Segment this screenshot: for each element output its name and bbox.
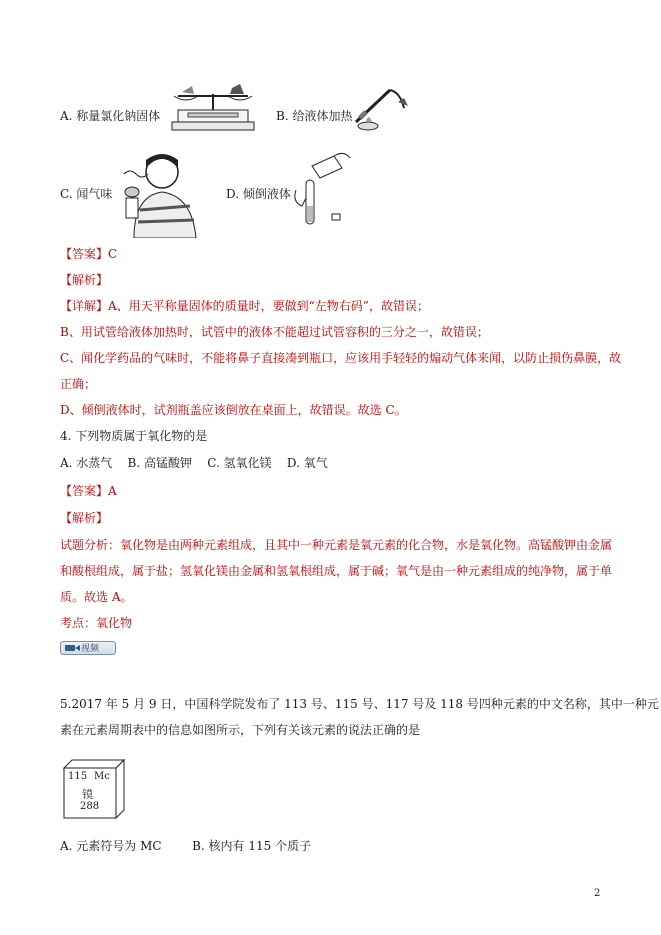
periodic-element-card	[62, 758, 126, 820]
element-number: 115	[68, 771, 88, 782]
q4-analysis-2: 和酸根组成，属于盐；氢氧化镁由金属和氢氧根组成，属于碱；氧气是由一种元素组成的纯净物，属于单	[60, 564, 613, 578]
q4-topic: 考点：氧化物	[60, 616, 133, 630]
q3-detail-2: B、用试管给液体加热时，试管中的液体不能超过试管容积的三分之一，故错误；	[60, 325, 489, 339]
q5-question-line-2: 素在元素周期表中的信息如图所示，下列有关该元素的说法正确的是	[60, 723, 421, 737]
q4-answer: 【答案】A	[60, 484, 117, 498]
q3-detail-3a: C、闻化学药品的气味时，不能将鼻子直接凑到瓶口，应该用手轻轻的煽动气体来闻，以防止损伤鼻膜，故	[60, 351, 622, 365]
q3-detail-1: 【详解】A、用天平称量固体的质量时，要做到“左物右码”，故错误；	[60, 299, 429, 313]
option-d-label: D. 倾倒液体	[226, 187, 291, 201]
q5-question-line-1: 5.2017 年 5 月 9 日，中国科学院发布了 113 号、115 号、117 号及 118 号四种元素的中文名称，其中一种元	[60, 697, 659, 711]
balance-scale-image	[168, 82, 258, 132]
element-symbol: Mc	[94, 771, 110, 782]
video-button[interactable]	[60, 641, 116, 655]
video-button-label: 视频	[81, 644, 100, 654]
q3-answer: 【答案】C	[60, 247, 118, 261]
smelling-person-image	[110, 150, 202, 238]
page-number: 2	[594, 888, 601, 899]
q4-analysis-1: 试题分析：氧化物是由两种元素组成，且其中一种元素是氧元素的化合物，水是氧化物。高锰酸钾由金属	[60, 538, 613, 552]
option-c-label: C. 闻气味	[60, 187, 113, 201]
option-a-label: A. 称量氯化钠固体	[60, 109, 161, 123]
q3-analysis-heading: 【解析】	[60, 273, 109, 287]
q4-options: A. 水蒸气 B. 高锰酸钾 C. 氢氧化镁 D. 氧气	[60, 456, 328, 470]
q3-detail-4: D、倾倒液体时，试剂瓶盖应该倒放在桌面上，故错误。故选 C。	[60, 403, 407, 417]
q3-detail-3b: 正确；	[60, 377, 97, 391]
q4-question: 4. 下列物质属于氧化物的是	[60, 429, 208, 443]
option-b-label: B. 给液体加热	[276, 109, 353, 123]
heating-tube-image	[346, 82, 410, 132]
q5-options: A. 元素符号为 MC B. 核内有 115 个质子	[60, 839, 312, 853]
pouring-liquid-image	[290, 150, 354, 230]
element-name: 镆	[82, 788, 93, 801]
q4-analysis-3: 质。故选 A。	[60, 590, 133, 604]
q4-analysis-heading: 【解析】	[60, 511, 109, 525]
element-mass: 288	[80, 801, 100, 812]
video-camera-icon	[65, 645, 75, 651]
